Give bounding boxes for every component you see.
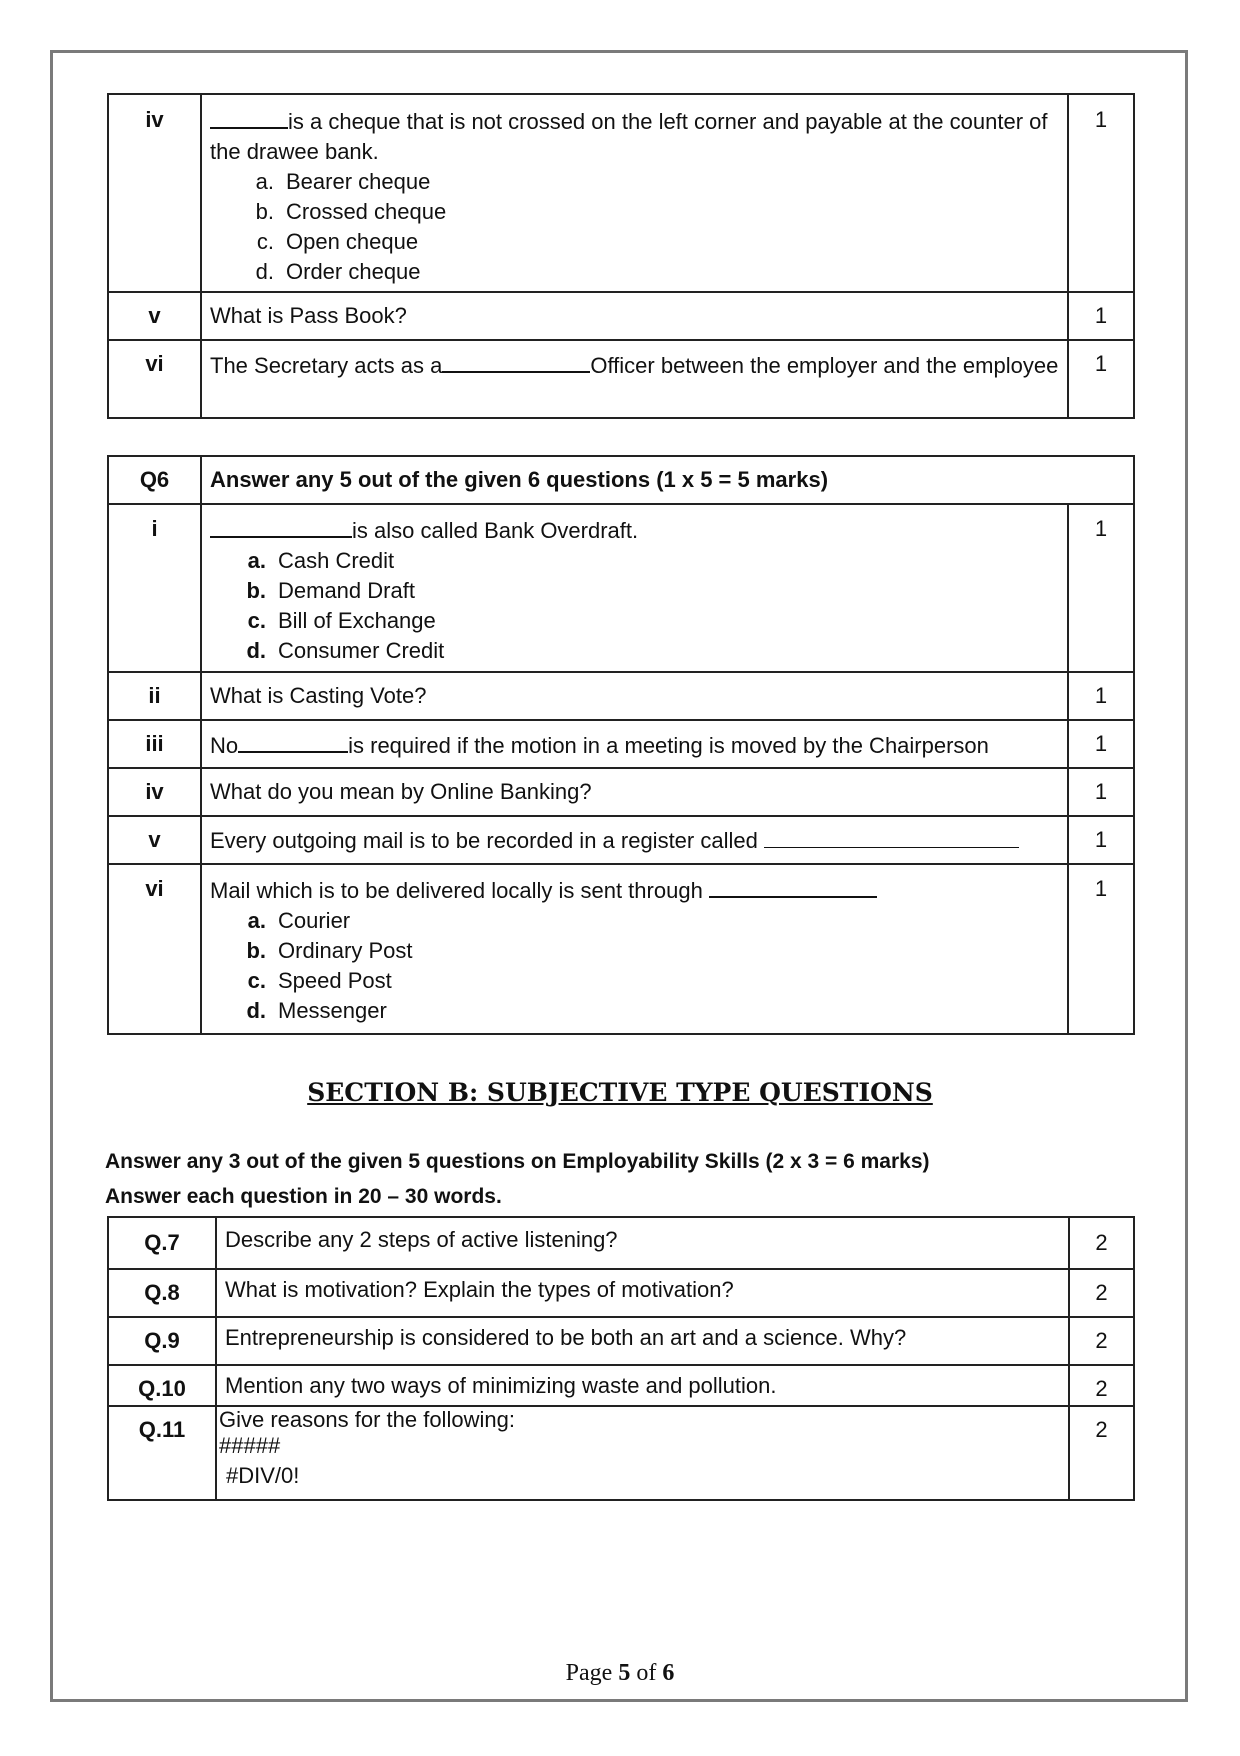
option-letter: a. [255,169,274,194]
answer-blank [442,349,590,373]
answer-blank [210,514,352,538]
marks: 1 [1068,864,1134,1034]
list-item [246,996,1059,1026]
marks: 2 [1069,1365,1134,1406]
question-stem: Mail which is to be delivered locally is sent through [210,878,703,903]
question-subline: #DIV/0! [226,1463,300,1488]
marks: 1 [1068,720,1134,768]
question-number: iii [108,720,201,768]
question-subline: ##### [219,1433,281,1458]
marks: 2 [1069,1269,1134,1317]
list-item [252,197,1059,227]
answer-blank [238,729,348,753]
page-label: Page [565,1660,613,1686]
question-text: Entrepreneurship is considered to be both an art and a science. Why? [216,1317,1069,1365]
question-number: Q.8 [108,1269,216,1317]
question-stem: is also called Bank Overdraft. [352,518,639,543]
question-stem: Every outgoing mail is to be recorded in a register called [210,828,758,853]
table-row [108,1406,1134,1500]
question-text: What is Casting Vote? [201,672,1068,720]
section-instruction-words: Answer each question in 20 – 30 words. [105,1185,502,1208]
option-text: Bill of Exchange [278,608,436,633]
option-letter: c. [247,608,266,633]
table-row [108,292,1134,340]
answer-blank [764,825,1019,848]
page-total: 6 [662,1660,675,1686]
table-row [108,768,1134,816]
option-letter: c. [256,229,274,254]
list-item [246,906,1059,936]
marks: 1 [1068,94,1134,292]
question-number: ii [108,672,201,720]
question-text: What do you mean by Online Banking? [201,768,1068,816]
question-number: v [108,292,201,340]
option-letter: a. [247,548,266,573]
marks: 1 [1068,768,1134,816]
marks: 2 [1069,1217,1134,1269]
table-row [108,864,1134,1034]
question-number: vi [108,864,201,1034]
option-text: Demand Draft [278,578,415,603]
question-text [201,816,1068,864]
answer-blank [210,105,288,129]
page-of: of [636,1660,657,1686]
question-text: Mention any two ways of minimizing waste and pollution. [216,1365,1069,1406]
table-row [108,1269,1134,1317]
question-text [201,340,1068,418]
option-text: Order cheque [286,259,421,284]
question-text: What is Pass Book? [201,292,1068,340]
marks: 1 [1068,816,1134,864]
option-letter: d. [246,998,266,1023]
option-list [210,906,1059,1026]
question-stem: No [210,733,239,758]
list-item [246,576,1059,606]
page-current: 5 [618,1660,631,1686]
table-row [108,340,1134,418]
question-stem-continued: is required if the motion in a meeting is moved by the Chairperson [348,733,989,758]
q6-table [107,455,1135,1035]
question-number: iv [108,94,201,292]
question-number: v [108,816,201,864]
option-text: Consumer Credit [278,638,445,663]
option-text: Messenger [278,998,387,1023]
option-letter: b. [246,938,266,963]
list-item [246,636,1059,666]
question-text: Describe any 2 steps of active listening? [216,1217,1069,1269]
table-row [108,94,1134,292]
question-stem: The Secretary acts as a [210,353,443,378]
question-number: vi [108,340,201,418]
page-number [0,1660,1240,1687]
table-row [108,504,1134,672]
option-text: Courier [278,908,351,933]
option-letter: b. [246,578,266,603]
option-text: Open cheque [286,229,419,254]
marks: 1 [1068,340,1134,418]
question-instruction: Answer any 5 out of the given 6 questions (1 x 5 = 5 marks) [201,456,1134,504]
list-item [246,546,1059,576]
table-row [108,816,1134,864]
list-item [252,227,1059,257]
question-number: Q.10 [108,1365,216,1406]
marks: 1 [1068,672,1134,720]
list-item [246,606,1059,636]
option-text: Speed Post [278,968,392,993]
table-header-row [108,456,1134,504]
question-number: Q.7 [108,1217,216,1269]
option-text: Crossed cheque [286,199,447,224]
question-text: What is motivation? Explain the types of motivation? [216,1269,1069,1317]
marks: 1 [1068,292,1134,340]
question-stem: is a cheque that is not crossed on the left corner and payable at the counter of the drawee bank. [210,109,1048,164]
section-instruction: Answer any 3 out of the given 5 questions on Employability Skills (2 x 3 = 6 marks) [105,1150,930,1173]
question-number: Q.9 [108,1317,216,1365]
table-row [108,1365,1134,1406]
question-number: Q6 [108,456,201,504]
option-letter: d. [255,259,274,284]
question-stem: Give reasons for the following: [219,1407,515,1432]
list-item [246,936,1059,966]
list-item [252,257,1059,287]
question-text [216,1406,1069,1500]
table-row [108,1217,1134,1269]
option-text: Ordinary Post [278,938,413,963]
table-row [108,1317,1134,1365]
section-title: SECTION B: SUBJECTIVE TYPE QUESTIONS [307,1078,933,1107]
question-number: Q.11 [108,1406,216,1500]
option-letter: d. [246,638,266,663]
answer-blank [709,874,877,898]
question-text [201,864,1068,1034]
marks: 2 [1069,1317,1134,1365]
section-b-table [107,1216,1135,1501]
table-row [108,720,1134,768]
option-text: Bearer cheque [286,169,431,194]
option-text: Cash Credit [278,548,395,573]
option-list [210,546,1059,666]
option-letter: b. [255,199,274,224]
option-letter: a. [247,908,266,933]
option-list [210,167,1059,287]
marks: 2 [1069,1406,1134,1500]
marks: 1 [1068,504,1134,672]
question-text [201,720,1068,768]
question-text [201,504,1068,672]
question-text [201,94,1068,292]
option-letter: c. [247,968,266,993]
question-stem-continued: Officer between the employer and the employee [590,353,1059,378]
table-row [108,672,1134,720]
q5-continuation-table [107,93,1135,419]
list-item [246,966,1059,996]
question-number: iv [108,768,201,816]
question-number: i [108,504,201,672]
list-item [252,167,1059,197]
